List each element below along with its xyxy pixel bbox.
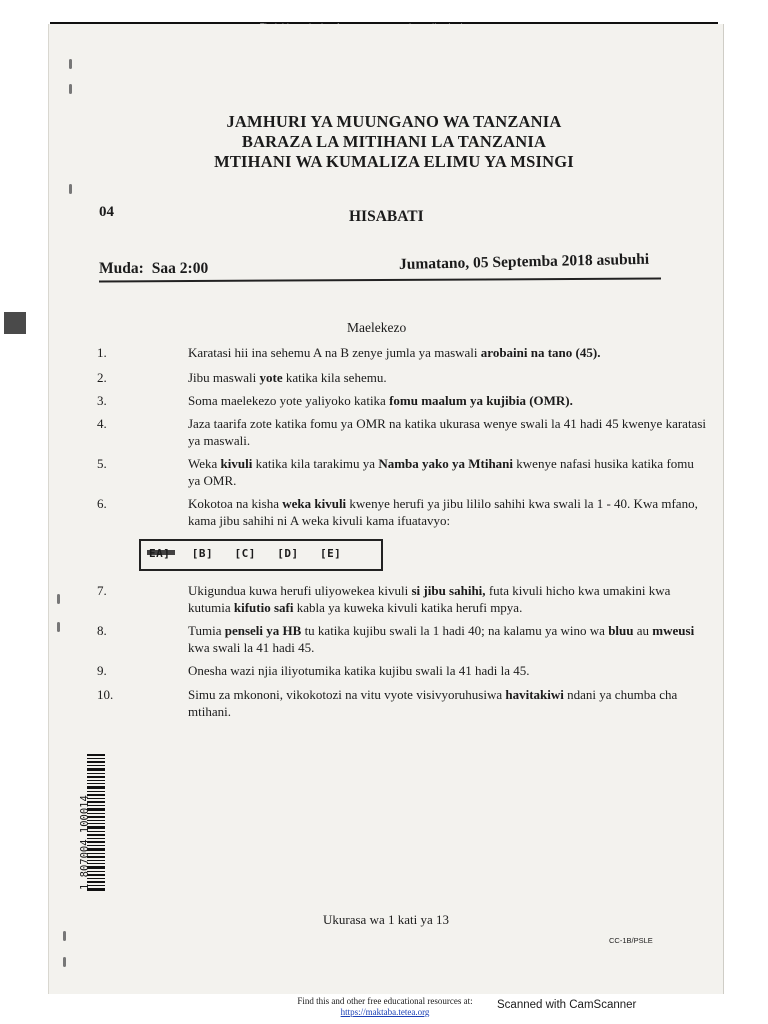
paper-code: 04 xyxy=(99,204,114,220)
punch-mark xyxy=(63,931,66,941)
exam-date: Jumatano, 05 Septemba 2018 asubuhi xyxy=(398,250,650,273)
bottom-resources-link[interactable]: https://maktaba.tetea.org xyxy=(340,1007,430,1017)
form-code: CC-1B/PSLE xyxy=(609,936,653,945)
scanner-label: Scanned with CamScanner xyxy=(497,999,637,1011)
punch-mark xyxy=(69,184,72,194)
binding-tab xyxy=(4,312,26,334)
barcode-number: 1 807004 100014 xyxy=(79,795,91,890)
punch-mark xyxy=(57,622,60,632)
punch-mark xyxy=(69,84,72,94)
header-line-3: MTIHANI WA KUMALIZA ELIMU YA MSINGI xyxy=(214,152,574,171)
bottom-resources-text: Find this and other free educational resources at: xyxy=(297,996,473,1006)
punch-mark xyxy=(57,594,60,604)
header-line-2: BARAZA LA MITIHANI LA TANZANIA xyxy=(241,132,547,151)
subject-title: HISABATI xyxy=(349,208,424,225)
duration-value: Saa 2:00 xyxy=(151,260,209,277)
omr-options: EA] [B] [C] [D] [E] xyxy=(149,547,342,560)
punch-mark xyxy=(63,957,66,967)
duration-label: Muda: xyxy=(99,260,144,277)
header-line-1: JAMHURI YA MUUNGANO WA TANZANIA xyxy=(226,112,562,131)
page-number: Ukurasa wa 1 kati ya 13 xyxy=(323,912,449,927)
header-divider xyxy=(99,278,661,283)
instructions-title: Maelekezo xyxy=(347,320,407,335)
exam-page: JAMHURI YA MUUNGANO WA TANZANIA BARAZA LA MITIHANI LA TANZANIA MTIHANI WA KUMALIZA ELIMU YA MSINGI 04 HISABATI Muda: Saa 2:00 Jumatano, 05 Septemba 2018 asubuhi Maelekezo 1. Karatasi hii ina sehemu A na B zenye jumla ya maswali arobaini na tano (45). 2. Jibu maswali yote katika kila sehemu. 3. Soma maelekezo yote yaliyoko katika fomu maalum ya kujibia (OMR). 4. Jaza taarifa zote katika fomu ya OMR na katika ukurasa wenye swali la 41 hadi 45 kwenye karatasi ya maswali. 5. Weka kivuli katika kila tarakimu ya Namba yako ya Mtihani kwenye nafasi husika katika fomu ya OMR. 6. Kokotoa na kisha weka kivuli kwenye herufi ya jibu lililo sahihi kwa swali la 1 - 40. Kwa mfano, kama jibu sahihi ni A weka kivuli kama ifuatavyo: EA] [B] [C] [D] [E] 7. Ukigundua kuwa herufi uliyowekea kivuli si jibu sahihi, futa kivuli hicho kwa umakini kwa kutumia kifutio safi kabla ya kuweka kivuli katika herufi mpya. 8. Tumia penseli ya HB tu katika kujibu swali la 1 hadi 40; na kalamu ya wino wa bluu au mweusi kwa swali la 41 hadi 45. 9. Onesha wazi njia iliyotumika katika kujibu swali la 41 hadi la 45. 10. Simu za mkononi, vikokotozi na vitu vyote visivyoruhusiwa havitakiwi ndani ya chumba cha mtihani. 1 807004 100014 Ukurasa wa 1 kati ya 13 CC-1B/PSLE xyxy=(48,24,724,994)
punch-mark xyxy=(69,59,72,69)
duration xyxy=(99,260,208,278)
omr-example xyxy=(139,539,383,571)
